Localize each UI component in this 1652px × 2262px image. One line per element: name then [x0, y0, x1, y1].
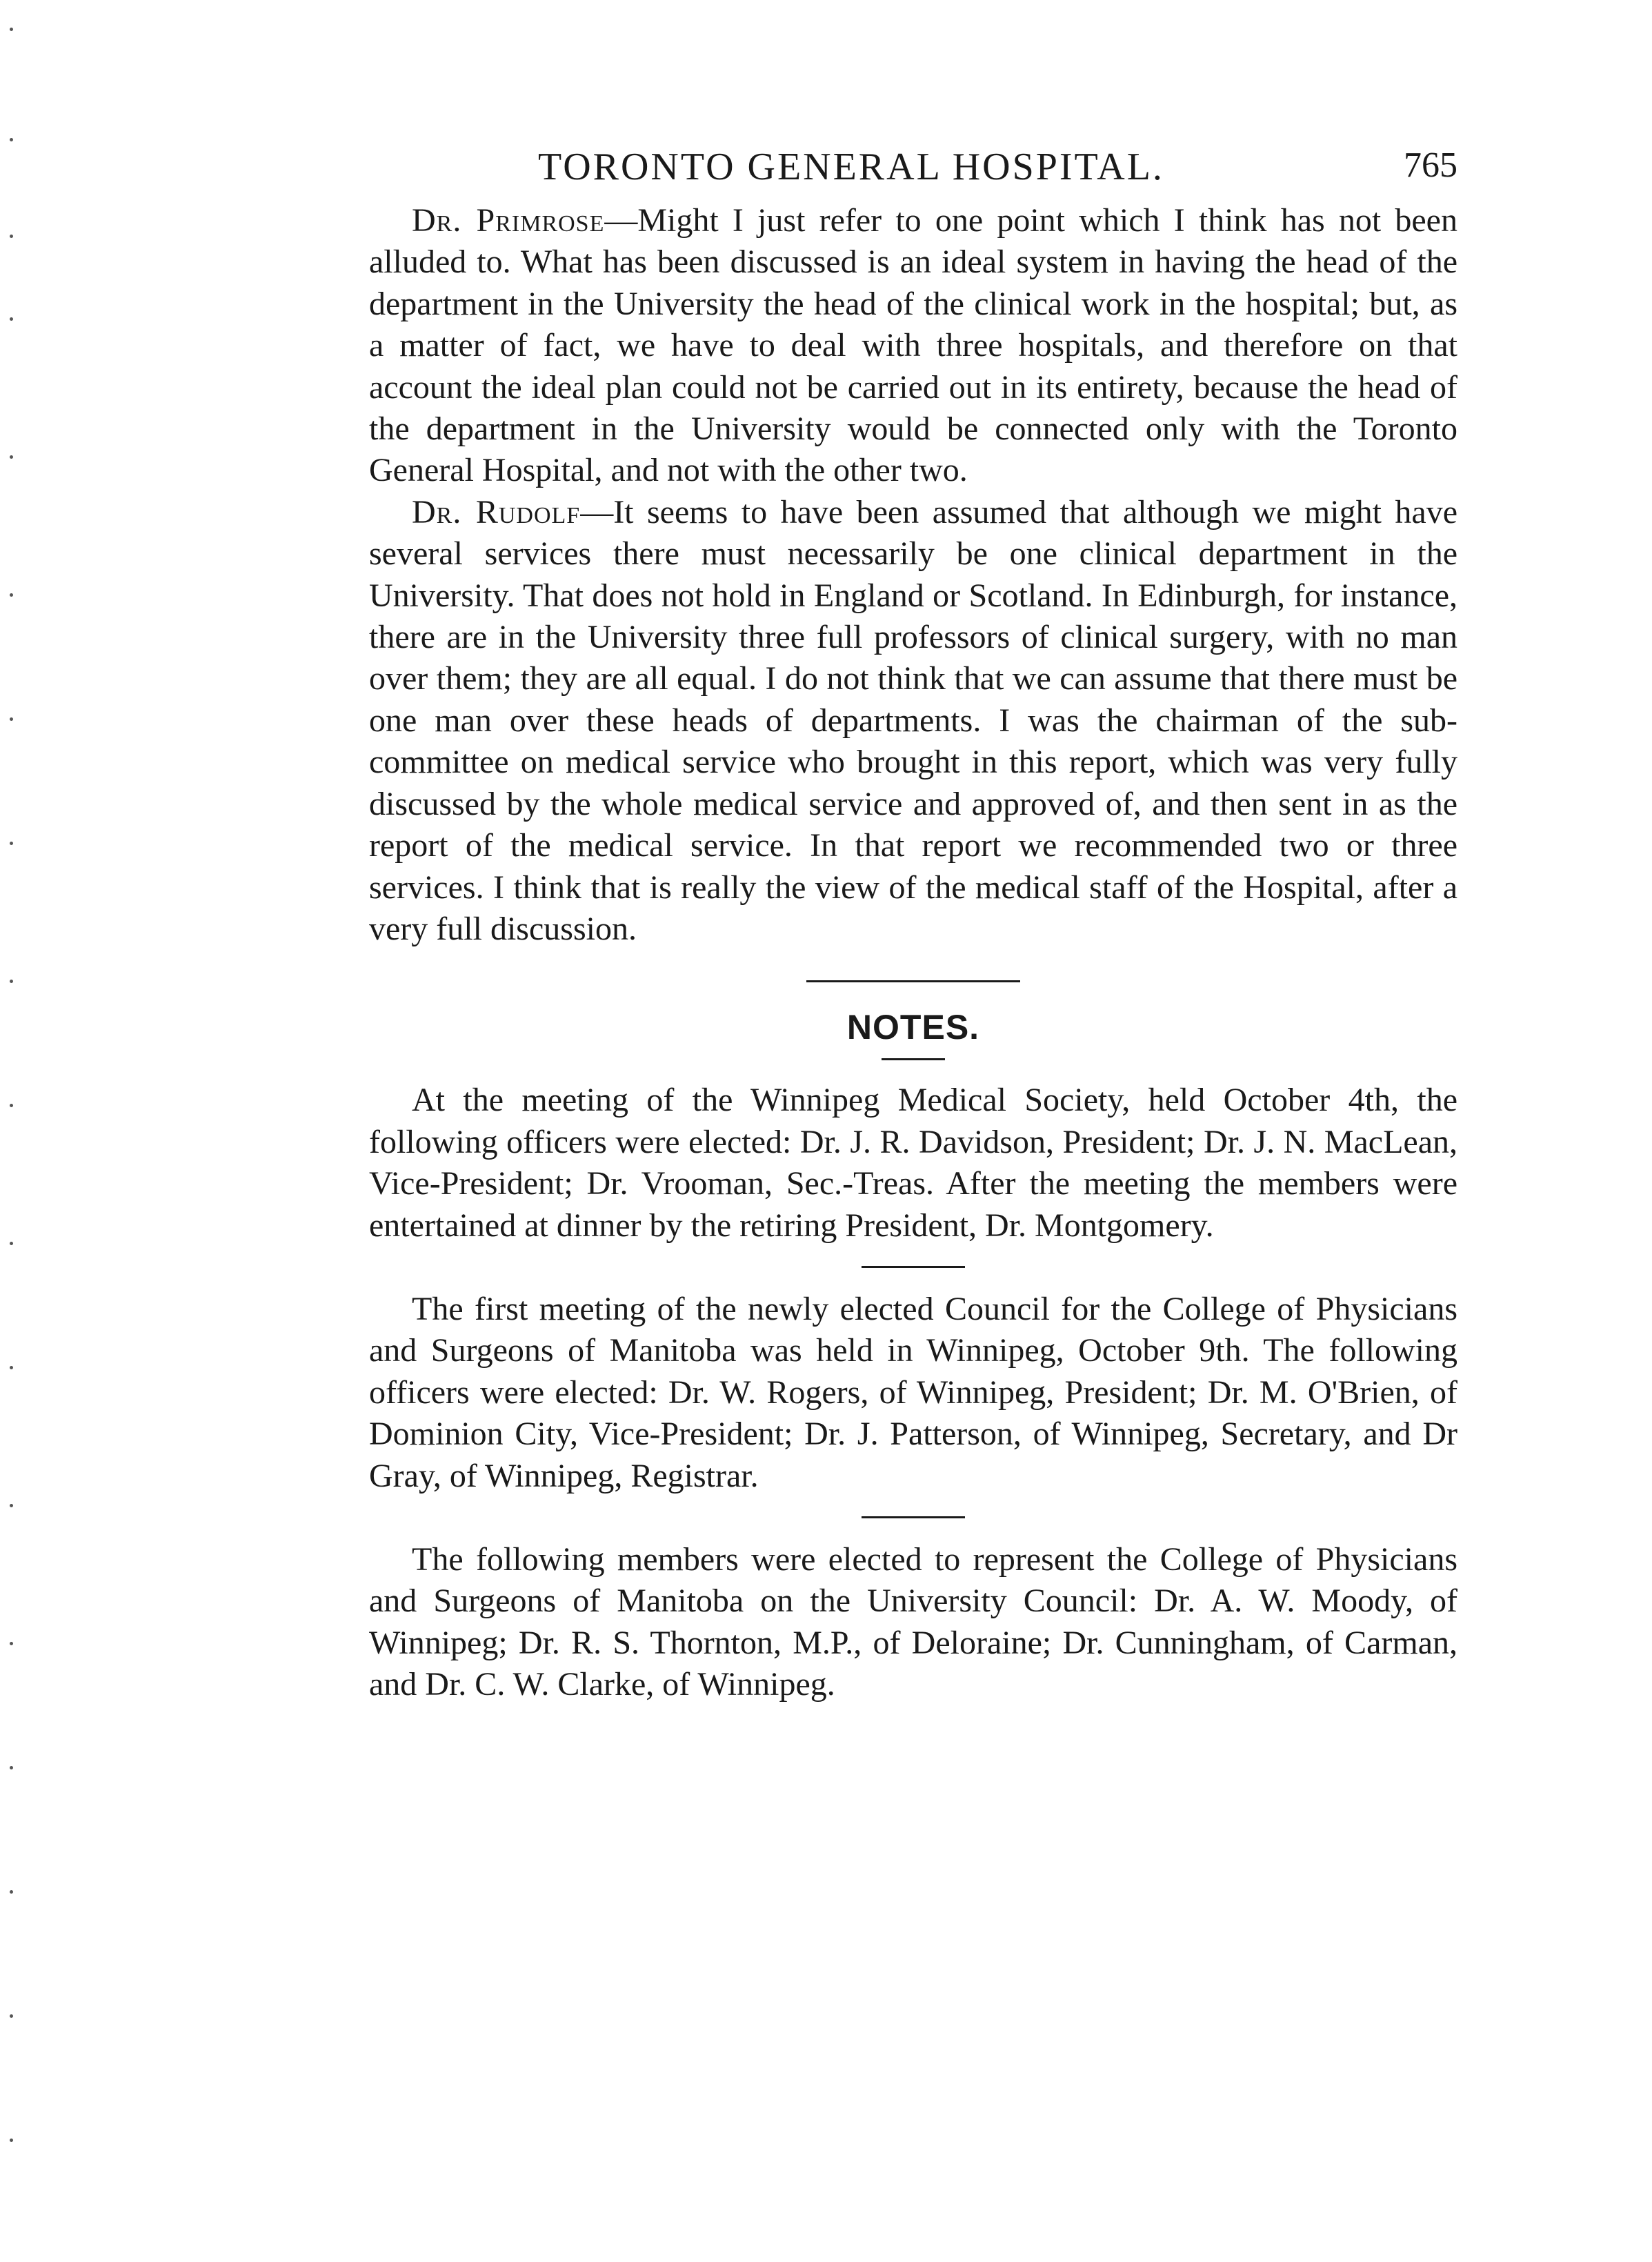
paragraph-text: —Might I just refer to one point which I think has not been alluded to. What has been discussed is an ideal system in having the head of the department in the University the head of the clinical work in the hospital; but, as a matter of fact, we have to deal with three hospitals, and therefore on that account the ideal plan could not be carried out in its entirety, because the head of the department in the University would be connected only with the Toronto General Hospital, and not with the other two.: [369, 202, 1457, 489]
section-divider: [806, 980, 1020, 982]
note-item: At the meeting of the Winnipeg Medical Society, held October 4th, the following officers were elected: Dr. J. R. Davidson, President; Dr. J. N. MacLean, Vice-President; Dr. Vrooman, Sec.-Treas. After the meeting the members were entertained at dinner by the retiring President, Dr. Montgomery.: [369, 1082, 1457, 1244]
speaker-name: Dr. Rudolf: [412, 493, 581, 530]
discussion-paragraph-rudolf: [369, 492, 1457, 950]
notes-heading: NOTES.: [846, 1008, 980, 1047]
page-header: [369, 138, 1457, 200]
paragraph-text: —It seems to have been assumed that although we might have several services there must necessarily be one clinical department in the University. That does not hold in England or Scotland. In Edinburgh, for instance, there are in the University three full professors of clinical surgery, with no man over them; they are all equal. I do not think that we can assume that there must be one man over these heads of departments. I was the chairman of the sub-committee on medical service who brought in this report, which was very fully discussed by the whole medical service and approved of, and then sent in as the report of the medical service. In that report we recommended two or three services. I think that is really the view of the medical staff of the Hospital, after a very full discussion.: [369, 493, 1457, 947]
scan-margin-marks: [10, 28, 23, 2166]
document-page: [369, 138, 1457, 1706]
note-item: The first meeting of the newly elected Council for the College of Physicians and Surgeons of Manitoba was held in Winnipeg, October 9th. The following officers were elected: Dr. W. Rogers, of Winnipeg, President; Dr. M. O'Brien, of Dominion City, Vice-President; Dr. J. Patterson, of Winnipeg, Secretary, and Dr Gray, of Winnipeg, Registrar.: [369, 1290, 1457, 1494]
speaker-name: Dr. Primrose: [412, 202, 605, 239]
running-title: TORONTO GENERAL HOSPITAL.: [538, 146, 1164, 188]
page-number: 765: [1404, 146, 1457, 185]
discussion-paragraph-primrose: [369, 200, 1457, 492]
heading-underline: [882, 1058, 945, 1060]
note-divider: [862, 1266, 965, 1268]
note-divider: [862, 1516, 965, 1518]
note-item: The following members were elected to represent the College of Physicians and Surgeons of Manitoba on the University Council: Dr. A. W. Moody, of Winnipeg; Dr. R. S. Thornton, M.P., of Deloraine; Dr. Cunningham, of Carman, and Dr. C. W. Clarke, of Winnipeg.: [369, 1540, 1457, 1703]
